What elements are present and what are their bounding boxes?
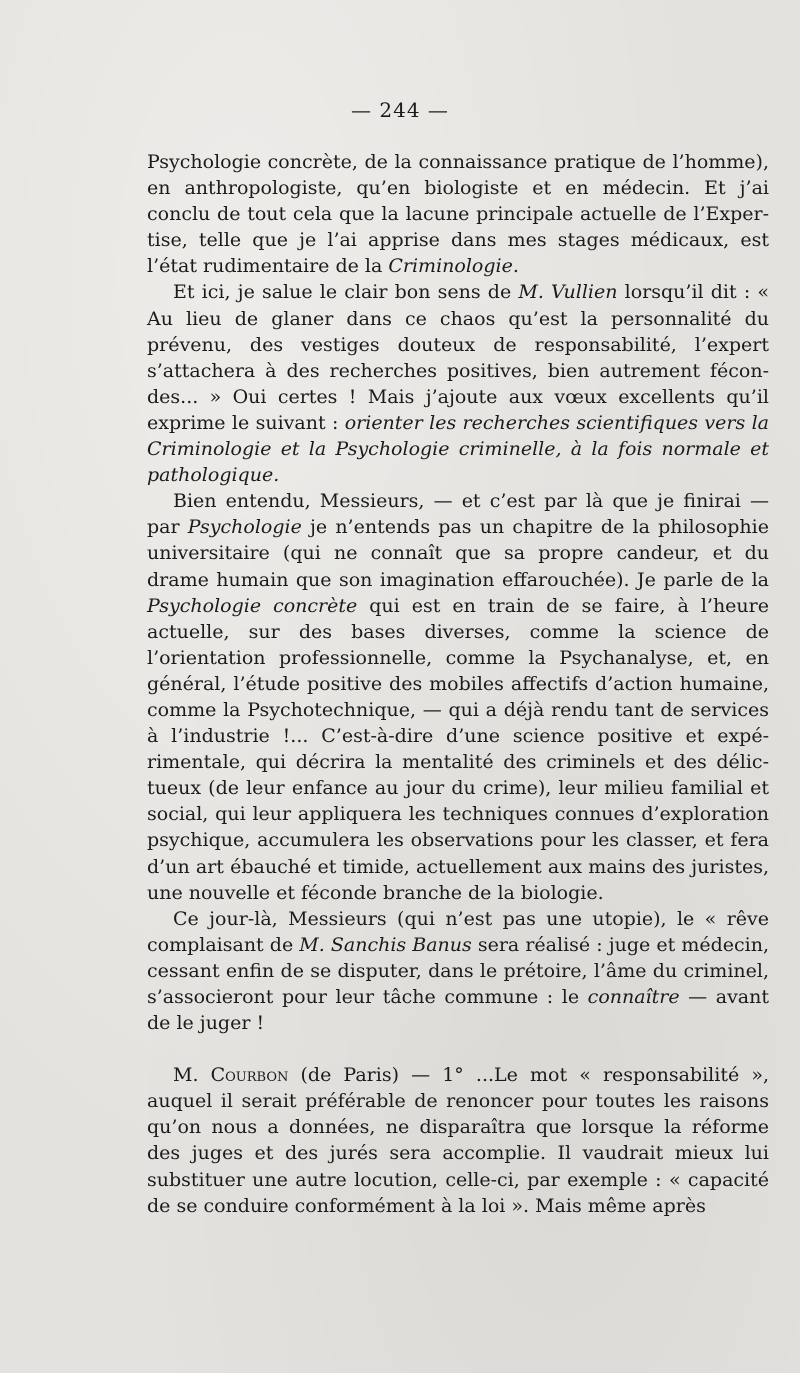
- page-body-text: [147, 149, 769, 1219]
- text-run: qui est en train de se faire, à l’heure actuelle, sur des bases diverses, comme la science de l’orientation professionnelle, comme la Psychanalyse, et, en général, l’étude positive des mobiles affectifs d’action humaine, comme la Psychotechnique, — qui a déjà rendu tant de services à l’industrie !... C’est-à-dire d’une science positive et expérimentale, qui décrira la mentalité des criminels et des délictueux (de leur enfance au jour du crime), leur milieu familial et social, qui leur appliquera les techniques connues d’exploration psychique, accumulera les observations pour les classer, et fera d’un art ébauché et timide, actuellement aux mains des juristes, une nouvelle et féconde branche de la biologie.: [147, 594, 769, 904]
- paragraph: [147, 279, 769, 488]
- italic-text: Psychologie: [187, 516, 302, 539]
- italic-text: connaître: [587, 986, 680, 1008]
- page-number: — 244 —: [351, 98, 449, 122]
- smallcaps-name: Courbon: [210, 1064, 289, 1087]
- paragraph: [147, 149, 769, 279]
- text-run: (de Paris) — 1° ...Le mot « responsabilité », auquel il serait préférable de renoncer pour toutes les raisons qu’on nous a données, ne disparaîtra que lorsque la réforme des juges et des jurés sera accomplie. Il vaudrait mieux lui substituer une autre locution, celle-ci, par exemple : « capacité de se conduire conformément à la loi ». Mais même après: [147, 1064, 769, 1217]
- italic-text: Criminologie.: [388, 255, 519, 278]
- text-run: M.: [173, 1064, 211, 1087]
- italic-text: orienter les recherches scientifiques vers la Criminologie et la Psychologie criminelle, à la fois normale et pathologique.: [147, 411, 769, 487]
- text-run: lorsqu’il dit : « Au lieu de glaner dans ce chaos qu’est la personnalité du prévenu, des vestiges douteux de responsabilité, l’expert s’attachera à des recherches positives, bien autrement fécondes... » Oui certes ! Mais j’ajoute aux vœux excellents qu’il exprime le suivant :: [147, 281, 770, 434]
- text-run: je n’entends pas un chapitre de la philosophie universitaire (qui ne connaît que sa propre candeur, et du drame humain que son imagination effarouchée). Je parle de la: [147, 516, 769, 591]
- italic-text: Psychologie concrète: [147, 594, 358, 617]
- text-run: Ce jour-là, Messieurs (qui n’est pas une utopie), le « rêve complaisant de: [147, 907, 769, 956]
- paragraph: [147, 1062, 769, 1219]
- italic-text: M. Sanchis Banus: [299, 933, 472, 956]
- section-gap: [147, 1036, 769, 1062]
- text-run: sera réalisé : juge et médecin, cessant enfin de se disputer, dans le prétoire, l’âme du criminel, s’associeront pour leur tâche commune : le: [147, 933, 769, 1008]
- paragraph: [147, 488, 769, 906]
- text-run: Et ici, je salue le clair bon sens de: [173, 281, 519, 304]
- text-run: — avant de le juger !: [147, 986, 770, 1035]
- paragraph: [147, 906, 769, 1036]
- text-run: Bien entendu, Messieurs, — et c’est par là que je finirai — par: [147, 490, 769, 539]
- text-run: Psychologie concrète, de la connaissance pratique de l’homme), en anthropologiste, qu’en biologiste et en médecin. Et j’ai conclu de tout cela que la lacune principale actuelle de l’Expertise, telle que je l’ai apprise dans mes stages médicaux, est l’état rudimentaire de la: [147, 151, 769, 278]
- italic-text: M. Vullien: [518, 281, 618, 304]
